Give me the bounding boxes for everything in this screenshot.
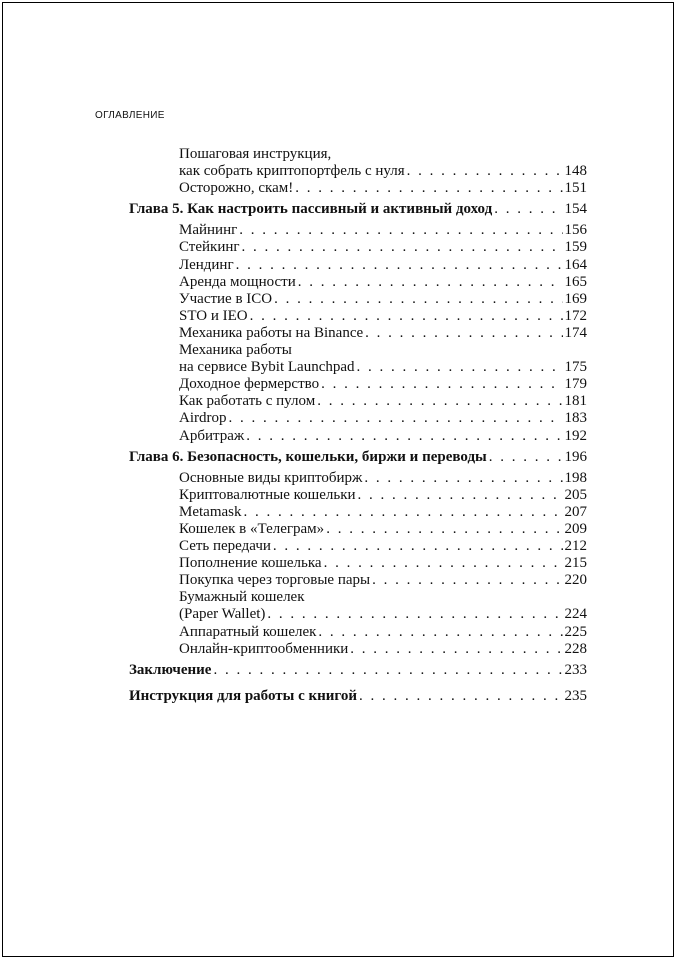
toc-page-number: 209 [564, 520, 587, 537]
toc-chapter-5[interactable] [129, 201, 587, 218]
toc-entry-title: Бумажный кошелек [179, 589, 305, 606]
toc-chapter-6[interactable] [129, 449, 587, 466]
toc-entry-title: как собрать криптопортфель с нуля [179, 163, 405, 180]
toc-page-number: 175 [564, 359, 587, 376]
chapter-title: Глава 6. Безопасность, кошельки, биржи и переводы [129, 448, 487, 465]
dot-leader [372, 572, 562, 589]
toc-entry-title: Кошелек в «Телеграм» [179, 520, 325, 537]
toc-page-number: 148 [564, 163, 587, 180]
toc-entry-title: Механика работы [179, 342, 292, 359]
dot-leader [250, 308, 563, 325]
dot-leader [321, 376, 562, 393]
toc-page-number: 183 [564, 410, 587, 427]
toc-entry[interactable] [129, 521, 587, 538]
toc-entry-title: Участие в ICO [179, 290, 273, 307]
toc-entry[interactable] [129, 325, 587, 342]
toc-entry-title: Сеть передачи [179, 538, 271, 555]
toc-page-number: 181 [564, 393, 587, 410]
toc-page-number: 205 [564, 486, 587, 503]
toc-page-number: 220 [564, 572, 587, 589]
dot-leader [358, 487, 563, 504]
toc-entry-title: Криптовалютные кошельки [179, 486, 356, 503]
chapter-title: Инструкция для работы с книгой [129, 687, 358, 704]
dot-leader [365, 325, 562, 342]
dot-leader [229, 410, 563, 427]
toc-entry-title: Лендинг [179, 256, 234, 273]
chapter-title: Глава 5. Как настроить пассивный и активный доход [129, 201, 493, 218]
toc-entry-title: Майнинг [179, 222, 238, 239]
toc-entry-title: Механика работы на Binance [179, 324, 364, 341]
toc-entry[interactable] [129, 257, 587, 274]
dot-leader [213, 662, 562, 679]
dot-leader [239, 222, 562, 239]
toc-page-number: 192 [564, 427, 587, 444]
toc-entry-title: Основные виды криптобирж [179, 469, 363, 486]
toc-entry-title: Metamask [179, 503, 242, 520]
toc-entry[interactable] [129, 376, 587, 393]
dot-leader [243, 504, 562, 521]
dot-leader [236, 257, 563, 274]
running-header: ОГЛАВЛЕНИЕ [95, 110, 165, 121]
toc-entry-title: Airdrop [179, 410, 227, 427]
dot-leader [274, 291, 562, 308]
toc-entry-title: Пошаговая инструкция, [179, 146, 332, 162]
dot-leader [246, 428, 562, 445]
toc-entry[interactable] [129, 555, 587, 572]
toc-entry-line [129, 146, 587, 163]
toc-entry[interactable] [129, 359, 587, 376]
toc-entry[interactable] [129, 393, 587, 410]
dot-leader [317, 393, 562, 410]
toc-entry-title: на сервисе Bybit Launchpad [179, 359, 355, 376]
dot-leader [359, 688, 562, 705]
toc-page-number: 154 [564, 201, 587, 218]
toc-entry-title: Аренда мощности [179, 273, 296, 290]
toc-page-number: 212 [564, 538, 587, 555]
toc-page-number: 207 [564, 503, 587, 520]
dot-leader [295, 180, 562, 197]
toc-page-number: 169 [564, 290, 587, 307]
dot-leader [357, 359, 563, 376]
toc-entry[interactable] [129, 572, 587, 589]
toc-entry[interactable] [129, 428, 587, 445]
dot-leader [298, 274, 563, 291]
toc-entry[interactable] [129, 606, 587, 623]
toc-entry[interactable] [129, 222, 587, 239]
toc-entry[interactable] [129, 274, 587, 291]
toc-entry[interactable] [129, 291, 587, 308]
toc-instructions[interactable] [129, 688, 587, 705]
dot-leader [318, 624, 562, 641]
toc-page-number: 225 [564, 623, 587, 640]
toc-page-number: 235 [564, 687, 587, 704]
toc-entry-title: (Paper Wallet) [179, 606, 266, 623]
toc-entry-title: Покупка через торговые пары [179, 572, 371, 589]
toc-page-number: 224 [564, 606, 587, 623]
toc-entry-title: Онлайн-криптообменники [179, 640, 349, 657]
toc-conclusion[interactable] [129, 662, 587, 679]
toc-page-number: 198 [564, 469, 587, 486]
toc-entry[interactable] [129, 180, 587, 197]
toc-entry[interactable] [129, 239, 587, 256]
dot-leader [494, 201, 562, 218]
toc-entry-title: Арбитраж [179, 427, 245, 444]
toc-entry-title: Стейкинг [179, 239, 240, 256]
dot-leader [326, 521, 562, 538]
toc-page-number: 172 [564, 307, 587, 324]
toc-entry[interactable] [129, 470, 587, 487]
dot-leader [267, 606, 562, 623]
dot-leader [242, 239, 563, 256]
toc-entry-title: STO и IEO [179, 307, 248, 324]
toc-entry[interactable] [129, 410, 587, 427]
toc-entry[interactable] [129, 641, 587, 658]
toc-page-number: 164 [564, 256, 587, 273]
toc-page-number: 215 [564, 555, 587, 572]
toc-entry-line [129, 589, 587, 606]
dot-leader [273, 538, 563, 555]
toc-page-number: 156 [564, 222, 587, 239]
toc-page-number: 233 [564, 661, 587, 678]
toc-entry[interactable] [129, 487, 587, 504]
dot-leader [489, 449, 563, 466]
toc-page-number: 179 [564, 376, 587, 393]
dot-leader [350, 641, 562, 658]
toc-entry-title: Доходное фермерство [179, 376, 320, 393]
toc-entry[interactable] [129, 624, 587, 641]
dot-leader [324, 555, 563, 572]
dot-leader [364, 470, 562, 487]
toc-page-number: 151 [564, 180, 587, 197]
toc-entry-title: Как работать с пулом [179, 393, 316, 410]
chapter-title: Заключение [129, 661, 212, 678]
toc-entry-line [129, 342, 587, 359]
toc-entry[interactable] [129, 504, 587, 521]
toc-page-number: 174 [564, 324, 587, 341]
toc-entry[interactable] [129, 163, 587, 180]
toc-page-number: 228 [564, 640, 587, 657]
toc-entry-title: Осторожно, скам! [179, 180, 294, 197]
toc-page-number: 196 [564, 448, 587, 465]
toc-entry[interactable] [129, 308, 587, 325]
toc-entry-title: Аппаратный кошелек [179, 623, 317, 640]
toc-page-number: 159 [564, 239, 587, 256]
toc-page-number: 165 [564, 273, 587, 290]
book-page [2, 2, 674, 957]
toc-entry-title: Пополнение кошелька [179, 555, 322, 572]
toc-entry[interactable] [129, 538, 587, 555]
dot-leader [407, 163, 563, 180]
table-of-contents [129, 146, 587, 705]
